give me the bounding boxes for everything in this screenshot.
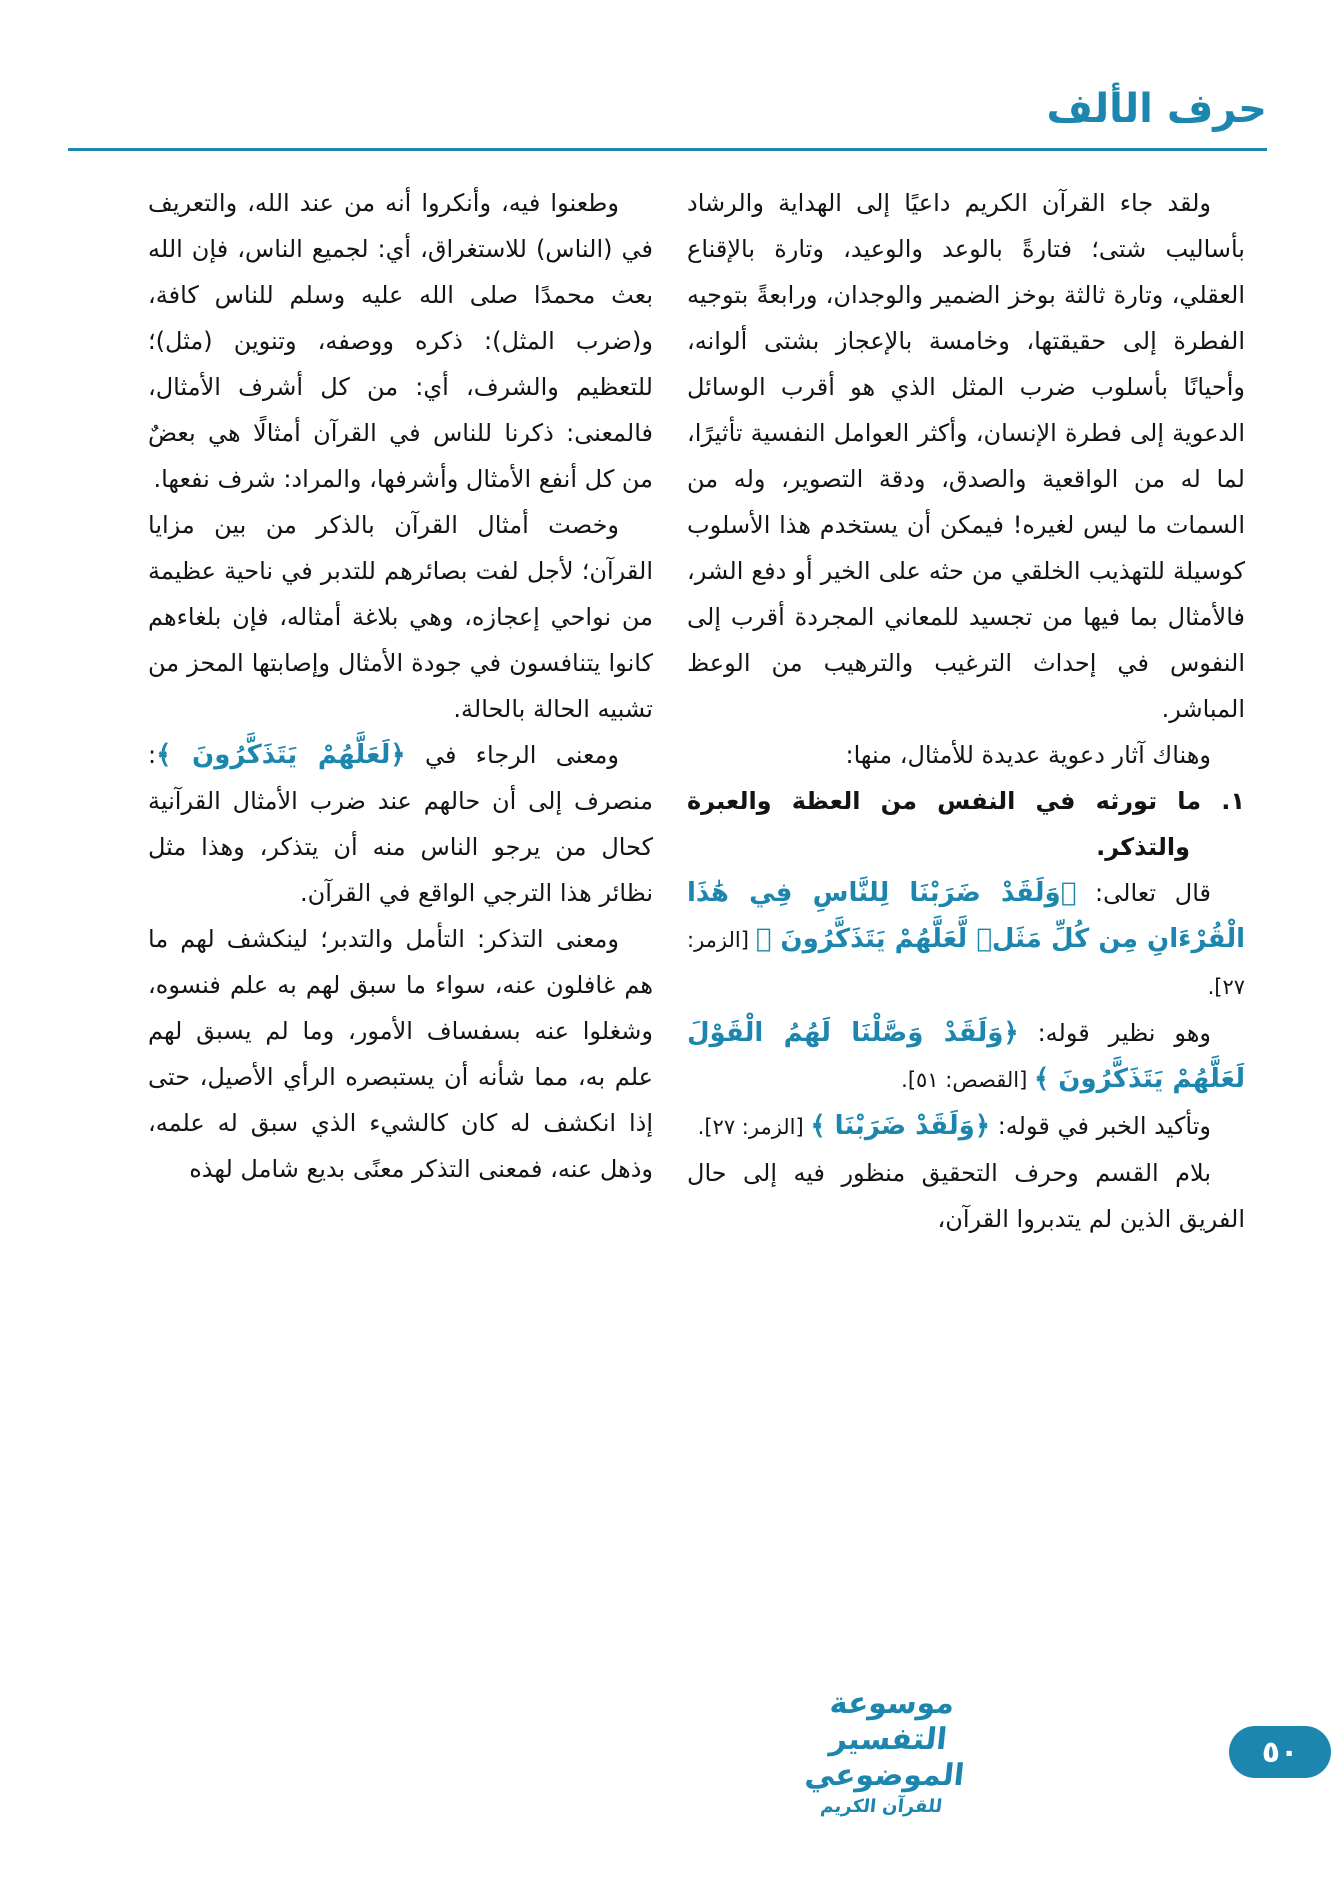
paragraph	[687, 1150, 1245, 1242]
text-run: : منصرف إلى أن حالهم عند ضرب الأمثال القرآنية كحال من يرجو الناس منه أن يتذكر، وهذا مثل نظائر هذا الترجي الواقع في القرآن.	[148, 741, 653, 907]
logo-subtitle-line: للقرآن الكريم	[819, 1796, 944, 1817]
quran-verse: ﴿لَعَلَّهُمْ يَتَذَكَّرُونَ ﴾	[156, 740, 406, 770]
text-run: ولقد جاء القرآن الكريم داعيًا إلى الهداية والرشاد بأساليب شتى؛ فتارةً بالوعد والوعيد، وتارة بالإقناع العقلي، وتارة ثالثة بوخز الضمير والوجدان، ورابعةً بتوجيه الفطرة إلى حقيقتها، وخامسة بالإعجاز بشتى ألوانه، وأحيانًا بأسلوب ضرب المثل الذي هو أقرب الوسائل الدعوية إلى فطرة الإنسان، وأكثر العوامل النفسية تأثيرًا، لما له من الواقعية والصدق، ودقة التصوير، وله من السمات ما ليس لغيره! فيمكن أن يستخدم هذا الأسلوب كوسيلة للتهذيب الخلقي من حثه على الخير أو دفع الشر، فالأمثال بما فيها من تجسيد للمعاني المجردة أقرب إلى النفوس في إحداث الترغيب والترهيب من الوعظ المباشر.	[687, 189, 1245, 723]
right-text-column	[687, 180, 1245, 1242]
paragraph	[687, 870, 1245, 1010]
text-run: وتأكيد الخبر في قوله:	[990, 1112, 1211, 1140]
header-divider-rule	[68, 148, 1267, 151]
page-number-badge	[1229, 1726, 1331, 1778]
paragraph	[687, 1103, 1245, 1150]
paragraph	[148, 916, 653, 1192]
text-run: وهو نظير قوله:	[1018, 1019, 1211, 1047]
quran-verse: ﴿وَلَقَدْ وَصَّلْنَا لَهُمُ الْقَوْلَ لَعَلَّهُمْ يَتَذَكَّرُونَ ﴾	[687, 1018, 1245, 1094]
text-run: وطعنوا فيه، وأنكروا أنه من عند الله، والتعريف في (الناس) للاستغراق، أي: لجميع الناس، فإن الله بعث محمدًا صلى الله عليه وسلم للناس كافة، و(ضرب المثل): ذكره ووصفه، وتنوين (مثل)؛ للتعظيم والشرف، أي: من كل أشرف الأمثال، فالمعنى: ذكرنا للناس في القرآن أمثالًا هي بعضٌ من كل أنفع الأمثال وأشرفها، والمراد: شرف نفعها.	[148, 189, 653, 493]
text-run: وخصت أمثال القرآن بالذكر من بين مزايا القرآن؛ لأجل لفت بصائرهم للتدبر في ناحية عظيمة من نواحي إعجازه، وهي بلاغة أمثاله، فإن بلغاءهم كانوا يتنافسون في جودة الأمثال وإصابتها المحز من تشبيه الحالة بالحالة.	[148, 511, 653, 723]
left-text-column	[148, 180, 653, 1192]
text-run: بلام القسم وحرف التحقيق منظور فيه إلى حال الفريق الذين لم يتدبروا القرآن،	[687, 1159, 1245, 1233]
chapter-header-title: حرف الألف	[1046, 86, 1267, 132]
paragraph	[687, 778, 1245, 870]
paragraph	[148, 732, 653, 916]
quran-verse: ﴿وَلَقَدْ ضَرَبْنَا ﴾	[810, 1111, 991, 1141]
text-run: ١. ما تورثه في النفس من العظة والعبرة والتذكر.	[687, 787, 1245, 861]
paragraph	[687, 1010, 1245, 1103]
verse-reference: [القصص: ٥١].	[901, 1068, 1035, 1092]
paragraph	[148, 502, 653, 732]
text-run: وهناك آثار دعوية عديدة للأمثال، منها:	[845, 741, 1211, 769]
paragraph	[687, 180, 1245, 732]
quran-verse: ﴿وَلَقَدْ ضَرَبْنَا لِلنَّاسِ فِي هَٰذَا الْقُرْءَانِ مِن كُلِّ مَثَلٖ لَّعَلَّهُمْ يَتَذَكَّرُونَ ﴾	[687, 878, 1246, 954]
text-run: ومعنى الرجاء في	[405, 741, 619, 769]
logo-title-line: موسوعة التفسير الموضوعي	[803, 1686, 967, 1793]
text-run: ومعنى التذكر: التأمل والتدبر؛ لينكشف لهم ما هم غافلون عنه، سواء ما سبق لهم به علم فنسوه، وشغلوا عنه بسفساف الأمور، وما لم يسبق لهم علم به، مما شأنه أن يستبصره الرأي الأصيل، حتى إذا انكشف له كان كالشيء الذي سبق له علمه، وذهل عنه، فمعنى التذكر معنًى بديع شامل لهذه	[148, 925, 653, 1183]
book-title-calligraphy-logo	[760, 1686, 1014, 1820]
paragraph	[687, 732, 1245, 778]
page-number: ٥٠	[1261, 1734, 1299, 1770]
text-run: قال تعالى:	[1076, 879, 1211, 907]
verse-reference: [الزمر: ٢٧].	[697, 1115, 811, 1139]
verse-reference: [الزمر: ٢٧].	[687, 928, 1245, 999]
page-content	[148, 180, 1245, 1242]
paragraph	[148, 180, 653, 502]
